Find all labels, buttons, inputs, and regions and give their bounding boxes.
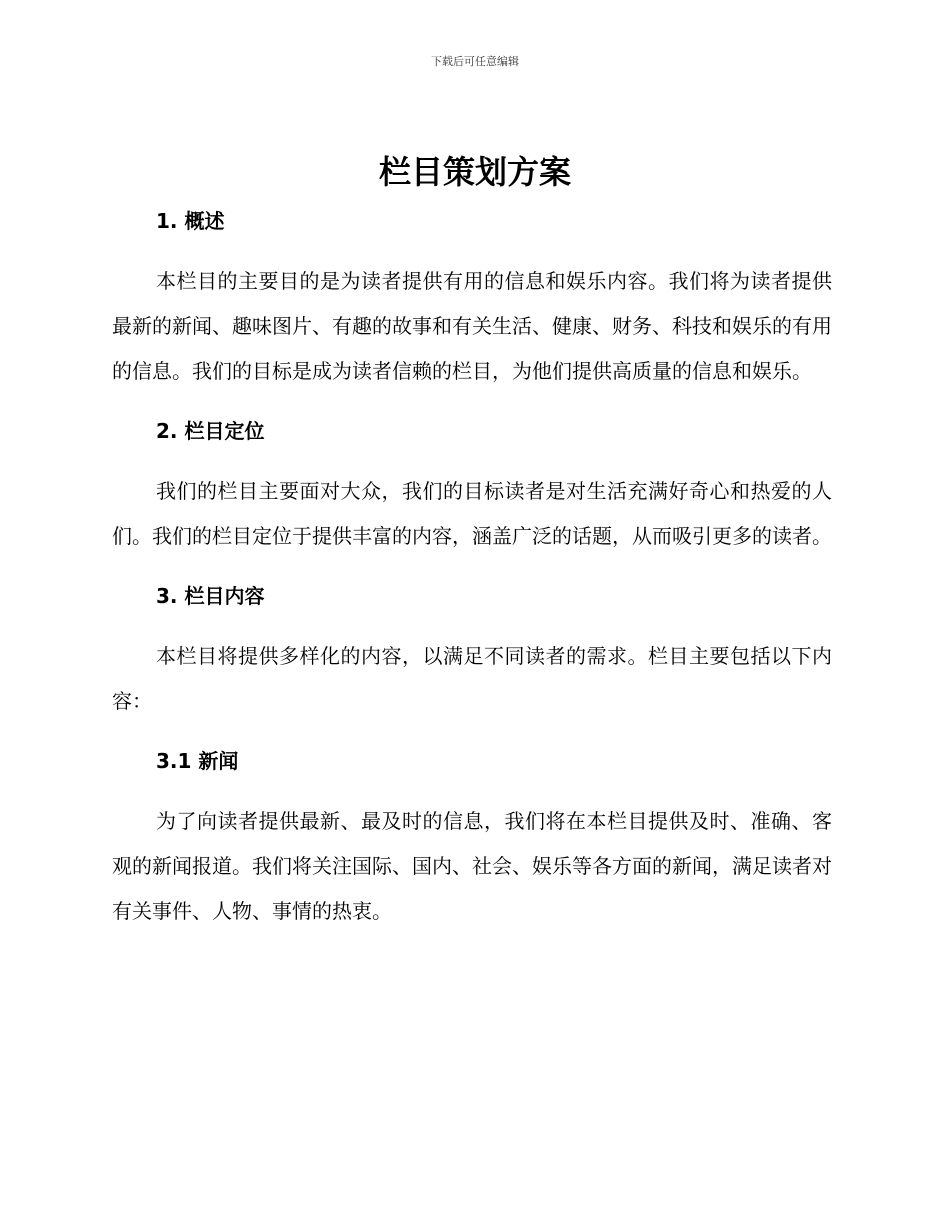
section-paragraph-overview: 本栏目的主要目的是为读者提供有用的信息和娱乐内容。我们将为读者提供最新的新闻、趣味图片、有趣的故事和有关生活、健康、财务、科技和娱乐的有用的信息。我们的目标是成为读者信赖的栏目，为他们提供高质量的信息和娱乐。 (112, 269, 832, 383)
document-title: 栏目策划方案 (378, 153, 571, 191)
section-heading-content: 3. 栏目内容 (156, 584, 265, 608)
section-paragraph-positioning: 我们的栏目主要面对大众，我们的目标读者是对生活充满好奇心和热爱的人们。我们的栏目定位于提供丰富的内容，涵盖广泛的话题，从而吸引更多的读者。 (112, 479, 832, 548)
document-body (112, 205, 832, 934)
section-heading-positioning: 2. 栏目定位 (156, 419, 265, 443)
section-heading-overview: 1. 概述 (156, 209, 225, 233)
page-header: 下载后可任意编辑 (431, 55, 519, 68)
section-paragraph-news: 为了向读者提供最新、最及时的信息，我们将在本栏目提供及时、准确、客观的新闻报道。我们将关注国际、国内、社会、娱乐等各方面的新闻，满足读者对有关事件、人物、事情的热衷。 (112, 809, 832, 923)
section-paragraph-content: 本栏目将提供多样化的内容，以满足不同读者的需求。栏目主要包括以下内容： (112, 644, 832, 713)
section-heading-news: 3.1 新闻 (156, 749, 239, 773)
